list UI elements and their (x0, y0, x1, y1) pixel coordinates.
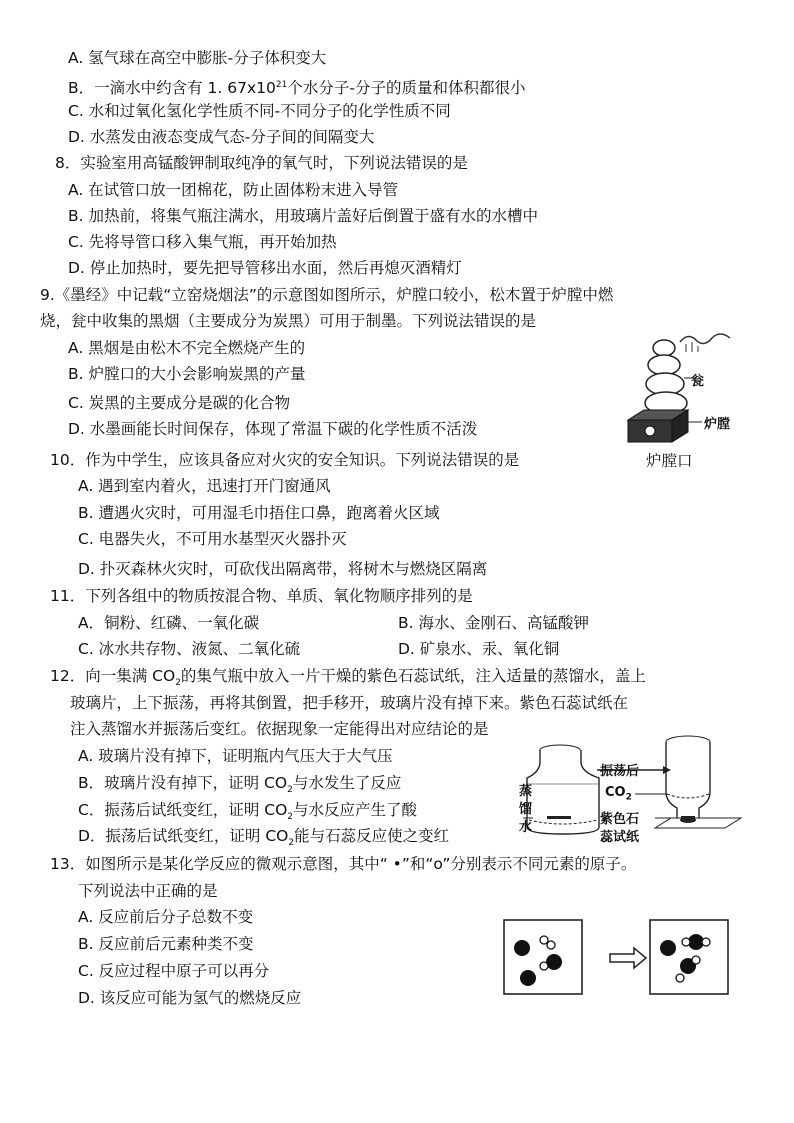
q13-option-d: D. 该反应可能为氢气的燃烧反应 (78, 989, 302, 1007)
q7-option-c: C. 水和过氧化氢化学性质不同-不同分子的化学性质不同 (68, 102, 451, 120)
kiln-label-lutangkou: 炉膛口 (646, 452, 693, 470)
q9-option-c: C. 炭黑的主要成分是碳的化合物 (68, 394, 291, 412)
q12-stem-line1-end: 的集气瓶中放入一片干燥的紫色石蕊试纸，注入适量的蒸馏水，盖上 (180, 667, 646, 685)
co2-subscript: 2 (287, 785, 293, 796)
bottle-label-shake: 振荡后 (600, 764, 640, 779)
q12-stem-line1 (50, 666, 646, 693)
q9-stem-line2: 烧，瓮中收集的黑烟（主要成分为炭黑）可用于制墨。下列说法错误的是 (40, 312, 537, 330)
q10-option-a: A. 遇到室内着火，迅速打开门窗通风 (78, 477, 331, 495)
q13-option-c: C. 反应过程中原子可以再分 (78, 962, 270, 980)
kiln-label-weng: 瓮 (691, 374, 705, 389)
bottle-label-co2-text: CO (605, 785, 626, 800)
q12-option-c-start: C．振荡后试纸变红，证明 CO (78, 801, 288, 819)
q8-option-c: C. 先将导管口移入集气瓶，再开始加热 (68, 233, 337, 251)
q11-option-c: C. 冰水共存物、液氮、二氧化硫 (78, 640, 301, 658)
bottle-label-co2 (605, 785, 632, 803)
q7-option-d: D. 水蒸发由液态变成气态-分子间的间隔变大 (68, 128, 375, 146)
q13-stem-line2: 下列说法中正确的是 (78, 882, 218, 900)
q8-option-b: B. 加热前，将集气瓶注满水，用玻璃片盖好后倒置于盛有水的水槽中 (68, 207, 538, 225)
q13-option-a: A. 反应前后分子总数不变 (78, 908, 254, 926)
reaction-figure (500, 918, 740, 996)
q12-stem-line1-start: 12．向一集满 CO (50, 667, 176, 685)
bottle-label-co2-sub: 2 (625, 792, 632, 803)
q12-option-c-end: 与水反应产生了酸 (293, 801, 418, 819)
co2-subscript: 2 (175, 678, 181, 689)
q11-option-d: D. 矿泉水、汞、氧化铜 (398, 640, 560, 658)
q7-option-b (68, 75, 525, 98)
q10-option-b: B. 遭遇火灾时，可用湿毛巾捂住口鼻，跑离着火区域 (78, 504, 440, 522)
q8-option-d: D. 停止加热时，要先把导管移出水面，然后再熄灭酒精灯 (68, 259, 462, 277)
q12-option-d-start: D．振荡后试纸变红，证明 CO (78, 827, 289, 845)
q7-option-b-exponent: 21 (275, 80, 288, 90)
q12-option-d (78, 826, 449, 853)
q10-option-c: C. 电器失火，不可用水基型灭火器扑灭 (78, 530, 347, 548)
kiln-label-lutang: 炉膛 (704, 417, 731, 432)
q12-option-b (78, 773, 401, 800)
q9-option-b: B. 炉膛口的大小会影响炭黑的产量 (68, 365, 306, 383)
q11-stem: 11．下列各组中的物质按混合物、单质、氧化物顺序排列的是 (50, 587, 473, 605)
q12-option-d-end: 能与石蕊反应使之变红 (294, 827, 450, 845)
bottle-label-water-1: 蒸 (519, 784, 533, 799)
q13-stem-line1: 13．如图所示是某化学反应的微观示意图，其中“ •”和“o”分别表示不同元素的原子。 (50, 855, 637, 873)
q11-option-a: A．铜粉、红磷、一氧化碳 (78, 614, 260, 632)
q12-option-b-start: B．玻璃片没有掉下，证明 CO (78, 774, 288, 792)
q9-option-d: D. 水墨画能长时间保存，体现了常温下碳的化学性质不活泼 (68, 420, 478, 438)
q12-stem-line2: 玻璃片，上下振荡，再将其倒置，把手移开，玻璃片没有掉下来。紫色石蕊试纸在 (70, 694, 629, 712)
q7-option-a: A. 氢气球在高空中膨胀-分子体积变大 (68, 49, 327, 67)
q12-option-c (78, 800, 417, 827)
bottle-label-water-2: 馏 (519, 802, 533, 817)
q8-stem: 8．实验室用高锰酸钾制取纯净的氧气时，下列说法错误的是 (55, 154, 468, 172)
q7-option-b-text-end: 个水分子-分子的质量和体积都很小 (287, 79, 526, 98)
q11-option-b: B. 海水、金刚石、高锰酸钾 (398, 614, 589, 632)
q7-option-b-text: B．一滴水中约含有 1. 67x10 (68, 79, 276, 98)
q9-stem-line1: 9.《墨经》中记载“立窑烧烟法”的示意图如图所示，炉膛口较小，松木置于炉膛中燃 (40, 286, 614, 304)
q10-option-d: D. 扑灭森林火灾时，可砍伐出隔离带，将树木与燃烧区隔离 (78, 560, 488, 578)
bottle-label-paper-2: 蕊试纸 (600, 830, 640, 845)
q10-stem: 10．作为中学生，应该具备应对火灾的安全知识。下列说法错误的是 (50, 451, 520, 469)
bottle-label-paper-1: 紫色石 (600, 812, 640, 827)
q8-option-a: A. 在试管口放一团棉花，防止固体粉末进入导管 (68, 181, 399, 199)
co2-subscript: 2 (287, 812, 294, 823)
q12-option-a: A. 玻璃片没有掉下，证明瓶内气压大于大气压 (78, 747, 393, 765)
bottle-label-water-3: 水 (519, 820, 533, 835)
q13-option-b: B. 反应前后元素种类不变 (78, 935, 254, 953)
q12-option-b-end: 与水发生了反应 (292, 774, 402, 792)
q9-option-a: A. 黑烟是由松木不完全燃烧产生的 (68, 339, 306, 357)
q12-stem-line3: 注入蒸馏水并振荡后变红。依据现象一定能得出对应结论的是 (70, 720, 489, 738)
co2-subscript: 2 (288, 838, 295, 849)
